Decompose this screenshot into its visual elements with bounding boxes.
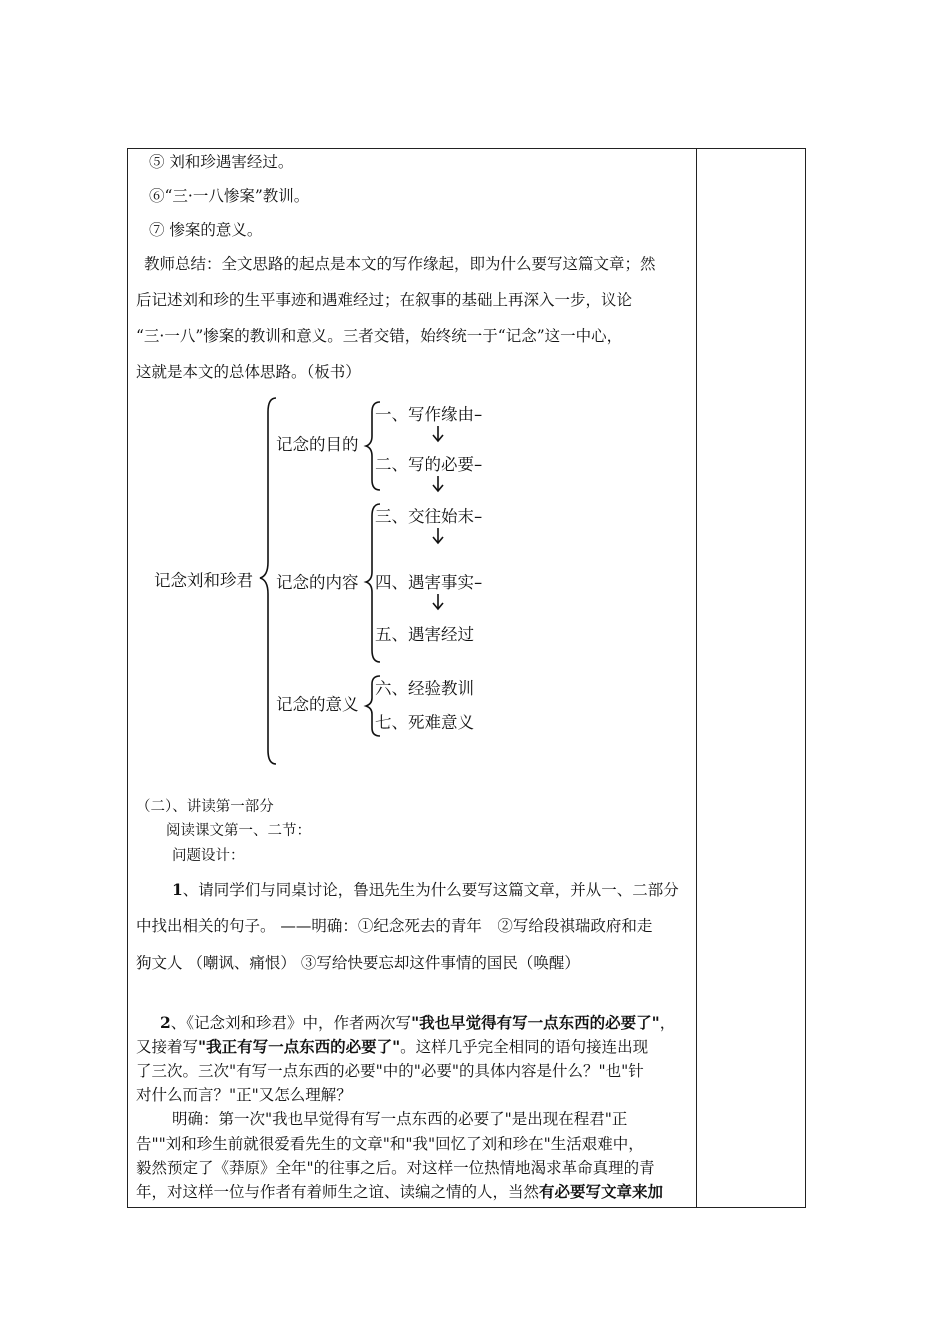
board-diagram [150, 392, 500, 772]
answer-line-4 [136, 1182, 663, 1202]
answer-line-2: 告""刘和珍生前就很爱看先生的文章"和"我"回忆了刘和珍在"生活艰难中， [136, 1135, 644, 1153]
item-1: 一、写作缘由– [375, 405, 483, 424]
q1-line-2: 中找出相关的句子。 ——明确：①纪念死去的青年 ②写给段祺瑞政府和走 [136, 917, 653, 935]
q1-line-3: 狗文人 （嘲讽、痛恨） ③写给快要忘却这件事情的国民（唤醒） [136, 954, 580, 972]
section-heading: （二）、讲读第一部分 [136, 799, 274, 815]
summary-line-1: 教师总结：全文思路的起点是本文的写作缘起，即为什么要写这篇文章；然 [144, 255, 656, 273]
q2-line-4: 对什么而言？"正"又怎么理解？ [136, 1086, 352, 1104]
q1-line-1 [172, 880, 679, 900]
q2-line-2 [136, 1037, 648, 1057]
item-4: 四、遇害事实– [375, 573, 483, 592]
answer-line-3: 毅然预定了《莽原》全年"的往事之后。对这样一位热情地渴求革命真理的青 [136, 1159, 655, 1177]
answer-text-4a: 年，对这样一位与作者有着师生之谊、读编之情的人，当然 [136, 1183, 540, 1201]
question-design: 问题设计： [172, 848, 245, 864]
answer-line-1: 明确：第一次"我也早觉得有写一点东西的必要了"是出现在程君"正 [172, 1110, 628, 1128]
q1-number: 1 [172, 880, 183, 899]
item-3: 三、交往始末– [375, 507, 483, 526]
notes-column [697, 149, 805, 1207]
q2-text-2c: 。这样几乎完全相同的语句接连出现 [400, 1038, 649, 1056]
q2-quote-1: "我也早觉得有写一点东西的必要了" [411, 1013, 660, 1032]
q2-number: 2 [160, 1013, 171, 1032]
diagram-root: 记念刘和珍君 [154, 571, 253, 590]
q1-text-1: 、请同学们与同桌讨论，鲁迅先生为什么要写这篇文章，并从一、二部分 [182, 881, 679, 899]
root-brace [260, 398, 276, 764]
q2-text-2a: 又接着写 [136, 1038, 199, 1056]
answer-emphasis: 有必要写文章来加 [539, 1182, 664, 1201]
q2-line-3: 了三次。三次"有写一点东西的必要"中的"必要"的具体内容是什么？"也"针 [136, 1062, 644, 1080]
summary-line-4: 这就是本文的总体思路。（板书） [136, 363, 361, 381]
q2-text-1a: 、《记念刘和珍君》中，作者两次写 [170, 1014, 412, 1032]
q2-text-1c: ， [659, 1014, 676, 1032]
item-5: 五、遇害经过 [375, 625, 474, 644]
summary-line-3: “三·一八”惨案的教训和意义。三者交错，始终统一于“记念”这一中心， [136, 327, 623, 345]
group-label-meaning: 记念的意义 [276, 695, 359, 714]
group-label-content: 记念的内容 [276, 573, 359, 592]
list-item-6: ⑥“三·一八惨案”教训。 [149, 187, 310, 205]
q2-line-1 [160, 1013, 675, 1033]
group-label-purpose: 记念的目的 [276, 435, 359, 454]
item-6: 六、经验教训 [375, 679, 474, 698]
summary-line-2: 后记述刘和珍的生平事迹和遇难经过；在叙事的基础上再深入一步，议论 [136, 291, 633, 309]
q2-quote-2: "我正有写一点东西的必要了" [198, 1037, 401, 1056]
read-instruction: 阅读课文第一、二节： [166, 823, 311, 839]
list-item-7: ⑦ 惨案的意义。 [149, 221, 263, 239]
item-7: 七、死难意义 [375, 713, 474, 732]
item-2: 二、写的必要– [375, 455, 483, 474]
list-item-5: ⑤ 刘和珍遇害经过。 [149, 153, 294, 171]
